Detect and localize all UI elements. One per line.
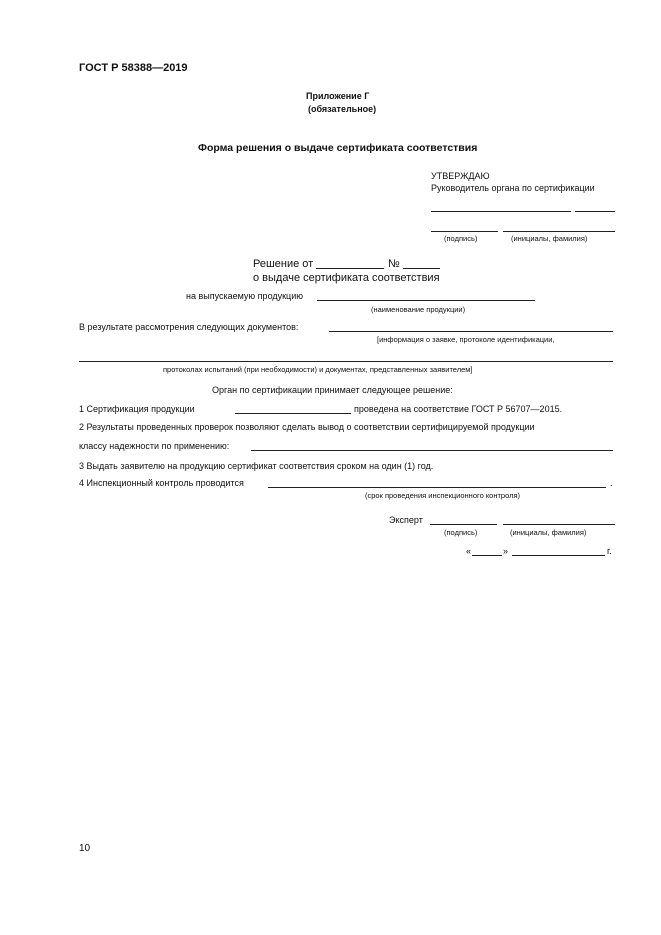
item-2-line-2: классу надежности по применению: (79, 441, 230, 451)
date-month-line (512, 555, 605, 556)
decision-number-line (403, 268, 440, 269)
annex-title: Приложение Г (306, 91, 370, 101)
product-line (317, 300, 535, 301)
head-line-2 (575, 211, 615, 212)
expert-sign-caption: (подпись) (444, 528, 478, 537)
item-4-caption: (срок проведения инспекционного контроля) (365, 491, 521, 500)
item-1-suffix: проведена на соответствие ГОСТ Р 56707—2015. (354, 404, 563, 414)
docs-line-1 (329, 331, 613, 332)
product-label: на выпускаемую продукцию (186, 291, 303, 301)
decision-number-label: № (388, 258, 400, 270)
date-day-line (472, 555, 502, 556)
approval-sign-caption: (подпись) (444, 234, 478, 243)
item-3: 3 Выдать заявителю на продукцию сертификат соответствия сроком на один (1) год. (79, 461, 434, 471)
item-4-end: . (610, 478, 613, 488)
product-caption: (наименование продукции) (371, 305, 466, 314)
approval-initials-caption: (инициалы, фамилия) (511, 234, 588, 243)
expert-initials-line (503, 524, 615, 525)
docs-caption-2: протоколах испытаний (при необходимости) и документах, представленных заявителем] (163, 365, 473, 374)
docs-label: В результате рассмотрения следующих документов: (79, 322, 299, 332)
approval-initials-line (503, 231, 615, 232)
item-2-line (251, 450, 613, 451)
form-title: Форма решения о выдаче сертификата соответствия (198, 142, 478, 154)
decision-date-line (316, 268, 384, 269)
item-4: 4 Инспекционный контроль проводится (79, 478, 244, 488)
item-1-line (235, 413, 351, 414)
docs-line-2 (79, 361, 613, 362)
decision-subject: о выдаче сертификата соответствия (253, 272, 440, 284)
date-open-quote: « (466, 546, 472, 556)
page-number: 10 (79, 843, 91, 854)
head-label: Руководитель органа по сертификации (431, 183, 595, 193)
item-1-prefix: 1 Сертификация продукции (79, 404, 195, 414)
decision-from-label: Решение от (253, 258, 314, 270)
annex-status: (обязательное) (308, 104, 377, 114)
docs-caption-1: [информация о заявке, протоколе идентификации, (377, 335, 555, 344)
year-suffix: г. (607, 546, 612, 556)
standard-number: ГОСТ Р 58388—2019 (79, 62, 188, 74)
approval-sign-line (431, 231, 498, 232)
item-2-line-1: 2 Результаты проведенных проверок позволяют сделать вывод о соответствии сертифицируемой продукции (79, 422, 535, 432)
expert-sign-line (430, 524, 497, 525)
approve-label: УТВЕРЖДАЮ (431, 171, 490, 181)
head-line-1 (431, 211, 571, 212)
body-intro: Орган по сертификации принимает следующее решение: (212, 385, 453, 395)
expert-label: Эксперт (389, 515, 423, 525)
date-close-quote: » (503, 546, 509, 556)
item-4-line (268, 487, 606, 488)
expert-initials-caption: (инициалы, фамилия) (510, 528, 587, 537)
